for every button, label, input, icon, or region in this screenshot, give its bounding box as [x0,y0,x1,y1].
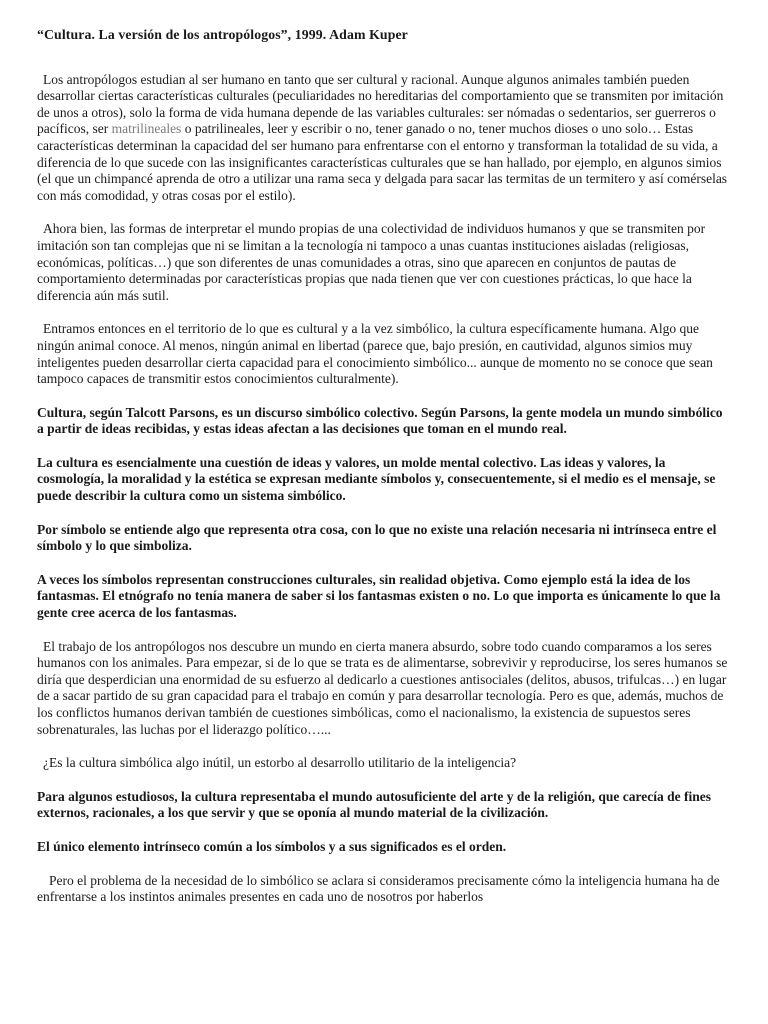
bold-paragraph-simbolo: Por símbolo se entiende algo que representa otra cosa, con lo que no existe una relación necesaria ni intrínseca entre el símbolo y lo que simboliza. [37,521,717,554]
paragraph-1-text-b: o patrilineales, leer y escribir o no, tener ganado o no, tener muchos dioses o uno solo… Estas características determinan la capacidad del ser humano para enfrentarse con el entorno y transforman la totalidad de su vida, a diferencia de lo que sucede con las insignificantes características culturales que se han hallado, por ejemplo, en algunos simios (el que un chimpancé aprenda de otro a utilizar una rama seca y delgada para sacar las termitas de un termitero y así comérselas con más comodidad, y otras cosas por el estilo). [37,121,728,203]
bold-paragraph-ideas-valores: La cultura es esencialmente una cuestión de ideas y valores, un molde mental colectivo. Las ideas y valores, la cosmología, la moralidad y la estética se expresan mediante símbolos y, consecuentemente, si el medio es el mensaje, se puede describir la cultura como un sistema simbólico. [37,454,716,504]
paragraph-2: Ahora bien, las formas de interpretar el mundo propias de una colectividad de individuos humanos y que se transmiten por imitación son tan complejas que ni se limitan a la tecnología ni tampoco a unas cuantas instituciones aisladas (religiosas, económicas, políticas…) que son diferentes de unas comunidades a otras, sino que aparecen en conjuntos de pautas de comportamiento determinadas por características propias que nada tienen que ver con cuestiones prácticas, lo que hace la diferencia aún más sutil. [37,221,706,303]
paragraph-4: El trabajo de los antropólogos nos descubre un mundo en cierta manera absurdo, sobre todo cuando comparamos a los seres humanos con los animales. Para empezar, si de lo que se trata es de alimentarse, sobrevivir y reproducirse, los seres humanos se diría que desperdician una enormidad de su esfuerzo al dedicarlo a cuestiones antisociales (delitos, abusos, trifulcas…) en lugar de a sacar partido de su gran capacidad para el trabajo en común y para desarrollar tecnología. Pero es que, además, muchos de los conflictos humanos derivan también de cuestiones simbólicas, como el nacionalismo, la existencia de supuestos seres sobrenaturales, las luchas por el liderazgo político…... [37,638,728,737]
bold-paragraph-fantasmas: A veces los símbolos representan construcciones culturales, sin realidad objetiva. Como ejemplo está la idea de los fantasmas. El etnógrafo no tenía manera de saber si los fantasmas existen o no. Lo que importa es únicamente lo que la gente cree acerca de los fantasmas. [37,571,721,621]
bold-paragraph-parsons: Cultura, según Talcott Parsons, es un discurso simbólico colectivo. Según Parsons, la gente modela un mundo simbólico a partir de ideas recibidas, y estas ideas afectan a las decisiones que toman en el mundo real. [37,404,723,437]
document-title: “Cultura. La versión de los antropólogos”, 1999. Adam Kuper [37,27,408,42]
matrilineales-link[interactable]: matrilineales [111,121,182,137]
paragraph-1 [37,72,728,205]
bold-paragraph-estudiosos: Para algunos estudiosos, la cultura representaba el mundo autosuficiente del arte y de la religión, que carecía de fines externos, racionales, a los que servir y que se oponía al mundo material de la civilización. [37,788,711,821]
paragraph-6: Pero el problema de la necesidad de lo simbólico se aclara si consideramos precisamente cómo la inteligencia humana ha de enfrentarse a los instintos animales presentes en cada uno de nosotros por haberlos [37,872,720,905]
bold-paragraph-orden: El único elemento intrínseco común a los símbolos y a sus significados es el orden. [37,838,507,854]
paragraph-3: Entramos entonces en el territorio de lo que es cultural y a la vez simbólico, la cultura específicamente humana. Algo que ningún animal conoce. Al menos, ningún animal en libertad (parece que, bajo presión, en cautividad, algunos simios muy inteligentes pueden desarrollar cierta capacidad para el conocimiento simbólico... aunque de momento no se conoce que sean tampoco capaces de transmitir estos conocimientos culturalmente). [37,321,713,387]
paragraph-5-question: ¿Es la cultura simbólica algo inútil, un estorbo al desarrollo utilitario de la inteligencia? [43,755,517,771]
paragraph-1-text-a: Los antropólogos estudian al ser humano en tanto que ser cultural y racional. Aunque algunos animales también pueden desarrollar ciertas características culturales (peculiaridades no hereditarias del comportamiento que se transmiten por imitación de unos a otros), solo la forma de vida humana depende de las variables culturales: ser nómadas o sedentarios, ser guerreros o pacíficos, ser [37,71,724,137]
